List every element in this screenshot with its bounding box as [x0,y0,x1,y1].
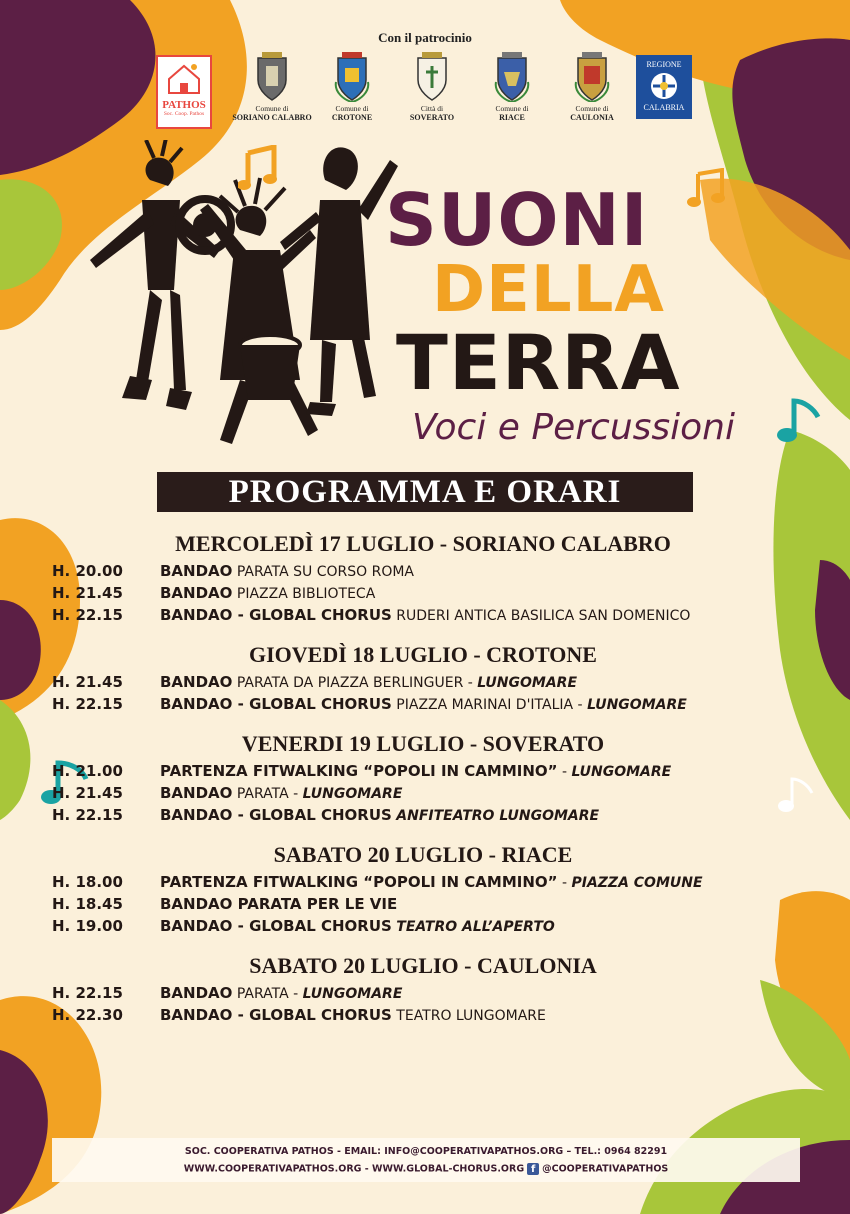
event-time: H. 22.30 [52,1006,123,1024]
event-main: BANDAO [160,984,233,1002]
day-block [0,839,850,937]
crest-line1: Città di [420,104,444,113]
event-main: BANDAO [160,584,233,602]
event-row [0,982,850,1004]
music-note-icon [238,145,278,193]
event-main: BANDAO [160,784,233,802]
event-main: BANDAO - GLOBAL CHORUS [160,695,392,713]
crest-line1: Comune di [495,104,529,113]
event-time: H. 21.45 [52,673,123,691]
program-heading: PROGRAMMA E ORARI [157,472,693,512]
crest-line2: CAULONIA [570,113,614,122]
crest-line2: CROTONE [331,113,373,122]
crest-caulonia [552,52,632,122]
day-block [0,728,850,826]
event-row [0,871,850,893]
crest-soverato [392,52,472,122]
event-detail: PARATA - [232,986,303,1002]
event-detail: PARATA DA PIAZZA BERLINGUER - [232,675,478,691]
event-location: LUNGOMARE [477,675,578,691]
pathos-logo [156,55,212,129]
day-title: GIOVEDÌ 18 LUGLIO - CROTONE [249,642,597,667]
day-title: SABATO 20 LUGLIO - RIACE [273,842,573,867]
event-detail: - [557,875,572,891]
event-time: H. 19.00 [52,917,123,935]
day-block [0,528,850,626]
event-time: H. 22.15 [52,606,123,624]
event-detail: PARATA - [232,786,303,802]
day-title: VENERDI 19 LUGLIO - SOVERATO [241,731,605,756]
event-main: BANDAO PARATA PER LE VIE [160,895,398,913]
event-time: H. 21.00 [52,762,123,780]
event-row [0,582,850,604]
crest-line2: SOVERATO [409,113,455,122]
crest-soriano [232,52,312,122]
coat-of-arms-icon [334,52,370,102]
house-icon [164,61,204,95]
event-time: H. 20.00 [52,562,123,580]
day-title: MERCOLEDÌ 17 LUGLIO - SORIANO CALABRO [175,531,671,556]
title-line1: SUONI [385,178,649,262]
event-detail: PIAZZA MARINAI D'ITALIA - [391,697,588,713]
music-note-icon [686,168,726,212]
title-line2: DELLA [432,253,665,327]
regional-emblem-icon [649,71,679,101]
event-row [0,782,850,804]
event-main: BANDAO - GLOBAL CHORUS [160,606,392,624]
schedule [0,528,850,1039]
regione-calabria-logo [636,55,692,119]
crest-line1: Comune di [255,104,289,113]
coat-of-arms-icon [494,52,530,102]
event-row [0,760,850,782]
event-row [0,1004,850,1026]
footer-contact: SOC. COOPERATIVA PATHOS - EMAIL: INFO@COOPERATIVAPATHOS.ORG – TEL.: 0964 82291 [184,1146,668,1157]
event-main: PARTENZA FITWALKING “POPOLI IN CAMMINO” [160,762,558,780]
event-location: LUNGOMARE [571,764,672,780]
event-location: ANFITEATRO LUNGOMARE [396,808,600,824]
event-detail: - [557,764,572,780]
event-row [0,893,850,915]
event-location: PIAZZA COMUNE [571,875,703,891]
footer [52,1138,800,1182]
regione-line1: REGIONE [646,60,682,69]
event-main: PARTENZA FITWALKING “POPOLI IN CAMMINO” [160,873,558,891]
sponsor-logos [150,52,710,132]
pathos-sub: Soc. Coop. Pathos [163,111,205,117]
event-location: LUNGOMARE [587,697,687,713]
crest-line2: RIACE [499,113,525,122]
event-time: H. 21.45 [52,584,123,602]
event-main: BANDAO - GLOBAL CHORUS [160,917,392,935]
event-detail: TEATRO LUNGOMARE [391,1008,546,1024]
event-location: LUNGOMARE [302,986,403,1002]
event-row [0,604,850,626]
footer-facebook[interactable]: @COOPERATIVAPATHOS [542,1163,669,1175]
footer-websites[interactable]: WWW.COOPERATIVAPATHOS.ORG - WWW.GLOBAL-CHORUS.ORG [183,1163,525,1175]
event-time: H. 18.45 [52,895,123,913]
music-note-icon [774,395,824,445]
event-main: BANDAO [160,673,233,691]
coat-of-arms-icon [254,52,290,102]
event-time: H. 21.45 [52,784,123,802]
footer-links [52,1163,800,1175]
event-row [0,804,850,826]
day-block [0,639,850,715]
event-row [0,671,850,693]
title-line3: TERRA [396,318,681,407]
crest-riace [472,52,552,122]
event-location: TEATRO ALL’APERTO [396,919,555,935]
day-block [0,950,850,1026]
event-main: BANDAO - GLOBAL CHORUS [160,806,392,824]
event-row [0,560,850,582]
event-time: H. 22.15 [52,984,123,1002]
event-row [0,915,850,937]
event-main: BANDAO [160,562,233,580]
regione-line2: CALABRIA [643,103,685,112]
event-main: BANDAO - GLOBAL CHORUS [160,1006,392,1024]
event-location: LUNGOMARE [302,786,403,802]
event-detail: PIAZZA BIBLIOTECA [232,586,376,602]
crest-line1: Comune di [575,104,609,113]
coat-of-arms-icon [574,52,610,102]
day-title: SABATO 20 LUGLIO - CAULONIA [249,953,597,978]
patronage-label: Con il patrocinio [378,30,472,45]
event-time: H. 22.15 [52,695,123,713]
event-detail: PARATA SU CORSO ROMA [232,564,415,580]
coat-of-arms-icon [414,52,450,102]
event-time: H. 18.00 [52,873,123,891]
event-detail: RUDERI ANTICA BASILICA SAN DOMENICO [391,608,691,624]
crest-line2: SORIANO CALABRO [232,113,312,122]
subtitle: Voci e Percussioni [412,407,735,448]
crest-crotone [312,52,392,122]
dancers-illustration [70,140,400,460]
pathos-name: PATHOS [162,99,206,111]
crest-line1: Comune di [335,104,369,113]
event-time: H. 22.15 [52,806,123,824]
facebook-icon[interactable]: f [527,1163,539,1175]
event-row [0,693,850,715]
